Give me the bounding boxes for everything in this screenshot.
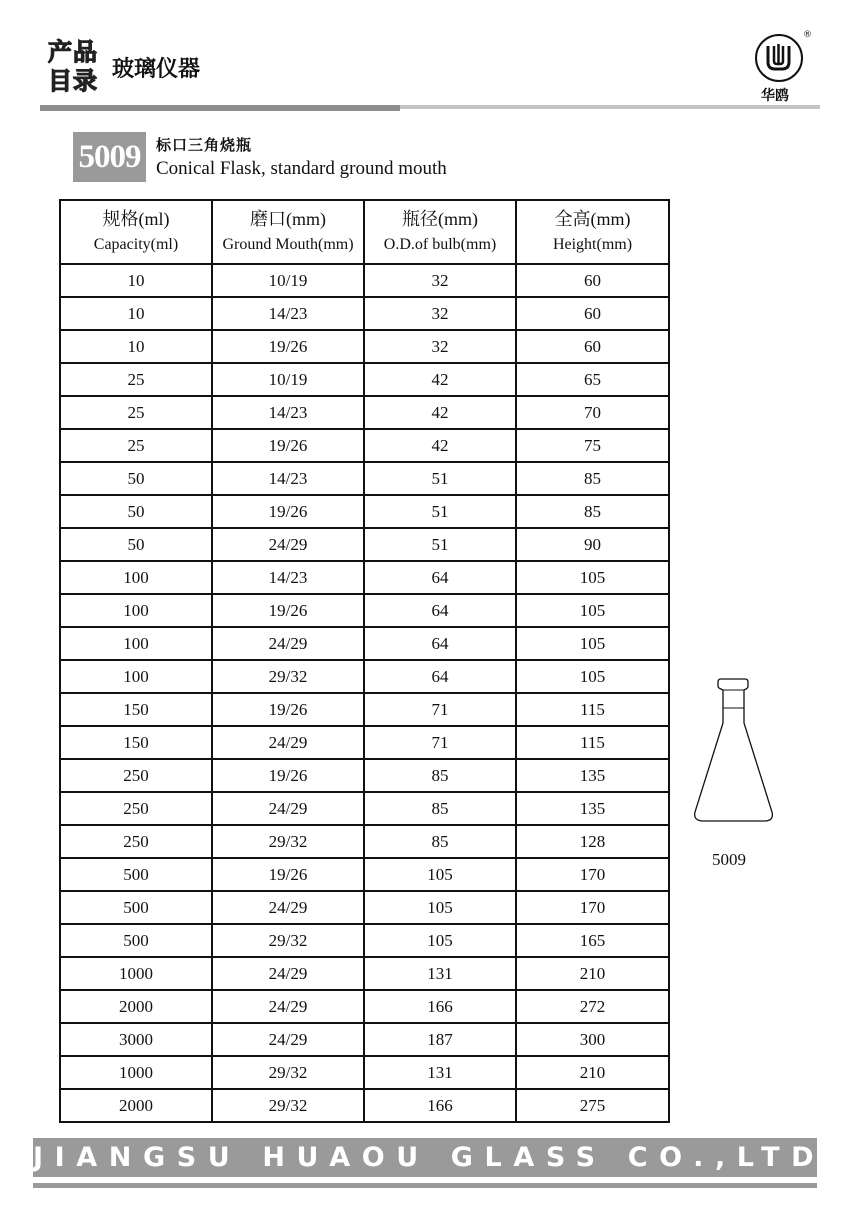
header-height-en: Height(mm) <box>552 236 633 253</box>
bulb-od-cell: 85 <box>364 759 516 792</box>
height-cell: 85 <box>516 462 669 495</box>
table-row <box>60 594 669 627</box>
height-cell: 170 <box>516 891 669 924</box>
table-row <box>60 429 669 462</box>
company-footer: JIANGSU HUAOU GLASS CO.,LTD. <box>33 1138 817 1177</box>
bulb-od-cell: 85 <box>364 825 516 858</box>
height-cell: 85 <box>516 495 669 528</box>
ground-mouth-cell: 10/19 <box>212 264 364 297</box>
table-row <box>60 264 669 297</box>
ground-mouth-cell: 14/23 <box>212 396 364 429</box>
ground-mouth-cell: 19/26 <box>212 594 364 627</box>
height-cell: 135 <box>516 759 669 792</box>
capacity-cell: 25 <box>60 396 212 429</box>
page-title: 玻璃仪器 <box>112 57 201 82</box>
ground-mouth-cell: 24/29 <box>212 792 364 825</box>
table-row <box>60 759 669 792</box>
catalog-logo <box>48 38 104 96</box>
table-row <box>60 1023 669 1056</box>
capacity-cell: 150 <box>60 693 212 726</box>
bulb-od-cell: 42 <box>364 396 516 429</box>
capacity-cell: 2000 <box>60 1089 212 1122</box>
product-name-en: Conical Flask, standard ground mouth <box>156 158 447 179</box>
ground-mouth-cell: 14/23 <box>212 297 364 330</box>
ground-mouth-cell: 24/29 <box>212 990 364 1023</box>
table-row <box>60 792 669 825</box>
capacity-cell: 500 <box>60 891 212 924</box>
bulb-od-cell: 105 <box>364 924 516 957</box>
header-capacity-cn: 规格(ml) <box>102 209 170 229</box>
registered-mark: ® <box>803 30 812 40</box>
bulb-od-cell: 32 <box>364 297 516 330</box>
table-row <box>60 660 669 693</box>
header-bulb-od-cn: 瓶径(mm) <box>402 209 478 229</box>
spec-table <box>59 199 670 1123</box>
brand-mark-icon <box>755 34 803 82</box>
height-cell: 300 <box>516 1023 669 1056</box>
bulb-od-cell: 187 <box>364 1023 516 1056</box>
bulb-od-cell: 105 <box>364 858 516 891</box>
footer-divider <box>33 1183 817 1188</box>
height-cell: 128 <box>516 825 669 858</box>
bulb-od-cell: 64 <box>364 660 516 693</box>
ground-mouth-cell: 19/26 <box>212 330 364 363</box>
bulb-od-cell: 166 <box>364 1089 516 1122</box>
bulb-od-cell: 42 <box>364 429 516 462</box>
capacity-cell: 500 <box>60 858 212 891</box>
bulb-od-cell: 85 <box>364 792 516 825</box>
table-row <box>60 330 669 363</box>
table-row <box>60 693 669 726</box>
ground-mouth-cell: 24/29 <box>212 957 364 990</box>
table-row <box>60 297 669 330</box>
header-ground-mouth <box>212 200 364 264</box>
header-capacity-en: Capacity(ml) <box>93 236 179 253</box>
header-height <box>516 200 669 264</box>
bulb-od-cell: 51 <box>364 528 516 561</box>
height-cell: 90 <box>516 528 669 561</box>
ground-mouth-cell: 24/29 <box>212 891 364 924</box>
height-cell: 170 <box>516 858 669 891</box>
capacity-cell: 25 <box>60 363 212 396</box>
table-row <box>60 891 669 924</box>
bulb-od-cell: 64 <box>364 594 516 627</box>
header-ground-mouth-en: Ground Mouth(mm) <box>222 236 354 253</box>
capacity-cell: 250 <box>60 792 212 825</box>
table-row <box>60 957 669 990</box>
bulb-od-cell: 51 <box>364 462 516 495</box>
table-row <box>60 462 669 495</box>
header-bulb-od <box>364 200 516 264</box>
table-row <box>60 825 669 858</box>
logo-line-2: 目录 <box>48 67 98 95</box>
bulb-od-cell: 105 <box>364 891 516 924</box>
conical-flask-icon <box>690 678 775 824</box>
bulb-od-cell: 32 <box>364 264 516 297</box>
table-row <box>60 1089 669 1122</box>
table-row <box>60 561 669 594</box>
brand-name: 华鸥 <box>761 88 789 104</box>
table-row <box>60 396 669 429</box>
table-row <box>60 363 669 396</box>
ground-mouth-cell: 29/32 <box>212 825 364 858</box>
table-row <box>60 627 669 660</box>
ground-mouth-cell: 29/32 <box>212 924 364 957</box>
ground-mouth-cell: 19/26 <box>212 429 364 462</box>
height-cell: 135 <box>516 792 669 825</box>
capacity-cell: 250 <box>60 759 212 792</box>
capacity-cell: 3000 <box>60 1023 212 1056</box>
table-header-row <box>60 200 669 264</box>
height-cell: 60 <box>516 297 669 330</box>
capacity-cell: 100 <box>60 627 212 660</box>
table-row <box>60 1056 669 1089</box>
header-bulb-od-en: O.D.of bulb(mm) <box>383 236 497 253</box>
capacity-cell: 250 <box>60 825 212 858</box>
height-cell: 210 <box>516 1056 669 1089</box>
height-cell: 105 <box>516 627 669 660</box>
capacity-cell: 2000 <box>60 990 212 1023</box>
product-name-cn: 标口三角烧瓶 <box>156 136 253 154</box>
product-code-badge: 5009 <box>73 132 146 182</box>
capacity-cell: 25 <box>60 429 212 462</box>
capacity-cell: 10 <box>60 264 212 297</box>
capacity-cell: 10 <box>60 297 212 330</box>
table-row <box>60 726 669 759</box>
height-cell: 105 <box>516 660 669 693</box>
height-cell: 115 <box>516 693 669 726</box>
bulb-od-cell: 71 <box>364 693 516 726</box>
height-cell: 105 <box>516 561 669 594</box>
height-cell: 115 <box>516 726 669 759</box>
ground-mouth-cell: 19/26 <box>212 858 364 891</box>
ground-mouth-cell: 24/29 <box>212 627 364 660</box>
capacity-cell: 150 <box>60 726 212 759</box>
logo-line-1: 产品 <box>48 38 98 66</box>
height-cell: 105 <box>516 594 669 627</box>
ground-mouth-cell: 19/26 <box>212 495 364 528</box>
bulb-od-cell: 51 <box>364 495 516 528</box>
capacity-cell: 50 <box>60 462 212 495</box>
capacity-cell: 50 <box>60 495 212 528</box>
ground-mouth-cell: 29/32 <box>212 1089 364 1122</box>
bulb-od-cell: 42 <box>364 363 516 396</box>
ground-mouth-cell: 10/19 <box>212 363 364 396</box>
height-cell: 60 <box>516 330 669 363</box>
ground-mouth-cell: 14/23 <box>212 462 364 495</box>
ground-mouth-cell: 19/26 <box>212 693 364 726</box>
ground-mouth-cell: 14/23 <box>212 561 364 594</box>
capacity-cell: 50 <box>60 528 212 561</box>
height-cell: 210 <box>516 957 669 990</box>
bulb-od-cell: 64 <box>364 561 516 594</box>
height-cell: 70 <box>516 396 669 429</box>
table-row <box>60 495 669 528</box>
bulb-od-cell: 131 <box>364 957 516 990</box>
table-row <box>60 528 669 561</box>
table-body <box>60 264 669 1122</box>
table-row <box>60 858 669 891</box>
ground-mouth-cell: 19/26 <box>212 759 364 792</box>
ground-mouth-cell: 24/29 <box>212 1023 364 1056</box>
bulb-od-cell: 64 <box>364 627 516 660</box>
header-ground-mouth-cn: 磨口(mm) <box>250 209 326 229</box>
capacity-cell: 500 <box>60 924 212 957</box>
ground-mouth-cell: 24/29 <box>212 726 364 759</box>
bulb-od-cell: 71 <box>364 726 516 759</box>
table-row <box>60 924 669 957</box>
brand-logo <box>755 30 811 105</box>
bulb-od-cell: 131 <box>364 1056 516 1089</box>
figure-label: 5009 <box>712 850 746 869</box>
height-cell: 272 <box>516 990 669 1023</box>
capacity-cell: 10 <box>60 330 212 363</box>
ground-mouth-cell: 29/32 <box>212 660 364 693</box>
capacity-cell: 1000 <box>60 957 212 990</box>
height-cell: 60 <box>516 264 669 297</box>
bulb-od-cell: 32 <box>364 330 516 363</box>
capacity-cell: 100 <box>60 594 212 627</box>
height-cell: 75 <box>516 429 669 462</box>
height-cell: 165 <box>516 924 669 957</box>
height-cell: 275 <box>516 1089 669 1122</box>
height-cell: 65 <box>516 363 669 396</box>
header-height-cn: 全高(mm) <box>554 209 631 229</box>
ground-mouth-cell: 24/29 <box>212 528 364 561</box>
ground-mouth-cell: 29/32 <box>212 1056 364 1089</box>
table-row <box>60 990 669 1023</box>
capacity-cell: 1000 <box>60 1056 212 1089</box>
capacity-cell: 100 <box>60 660 212 693</box>
capacity-cell: 100 <box>60 561 212 594</box>
header-divider-accent <box>40 105 400 111</box>
bulb-od-cell: 166 <box>364 990 516 1023</box>
header-capacity <box>60 200 212 264</box>
